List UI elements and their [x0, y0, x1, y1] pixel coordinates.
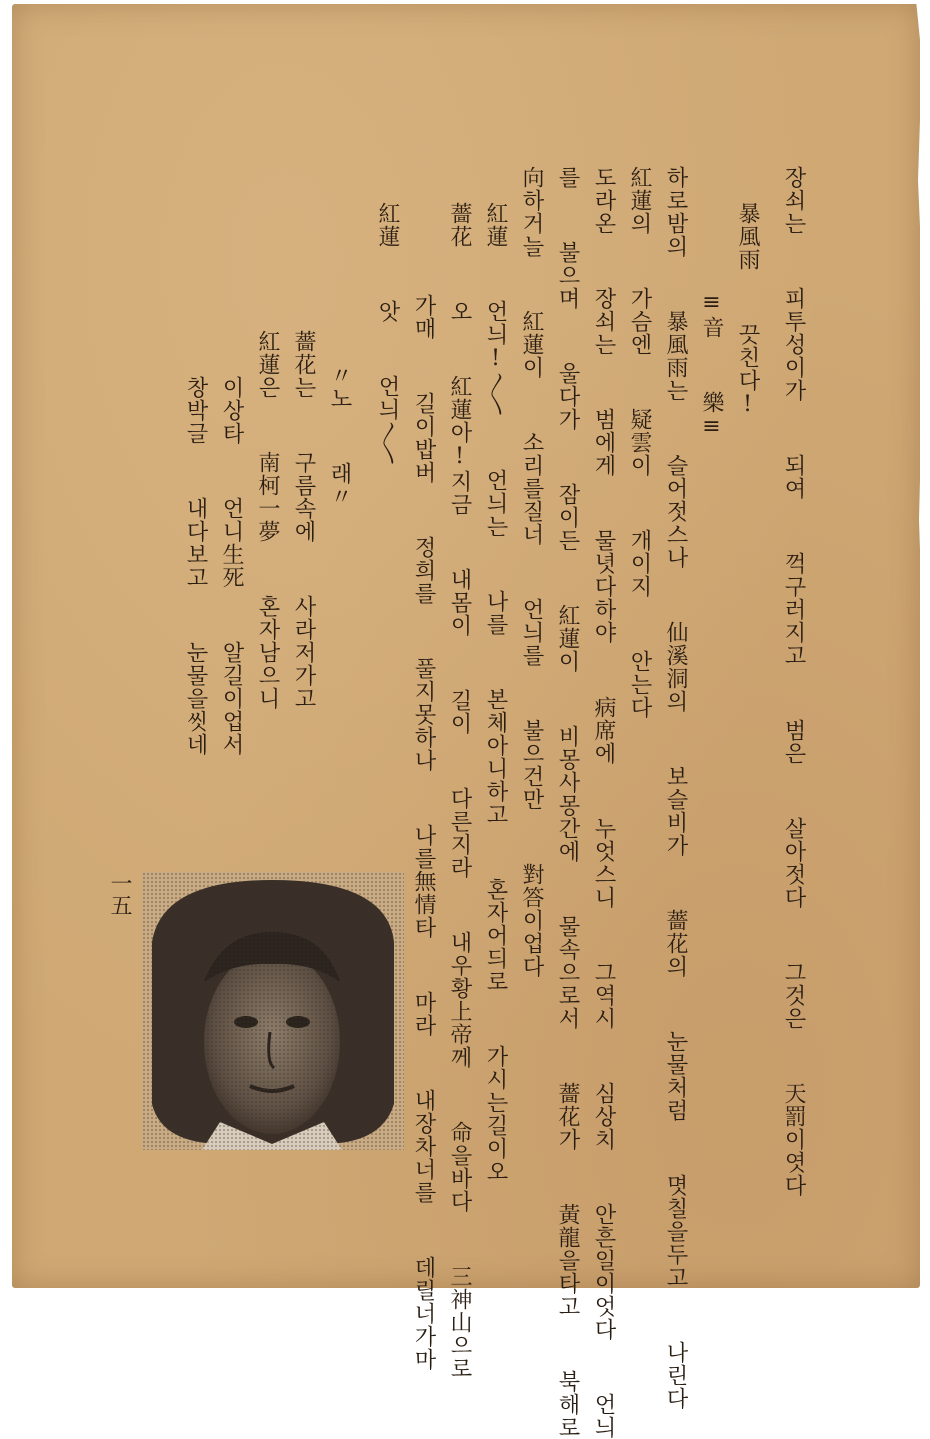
text-column-4: 하로밤의 暴風雨는 슬어젓스나 仙溪洞의 보슬비가 薔花의 눈물처럼 몃칠을두고 나린다 [663, 166, 688, 1410]
song-line-4: 창박글 내다보고 눈물을씻네 [183, 376, 208, 756]
song-line-2: 紅蓮은 南柯一夢 혼자남으니 [255, 330, 280, 710]
dialogue-hongryeon-1: 紅蓮 언늬!〱 언늬는 나를 본체아니하고 혼자어듸로 가시는길이오 [483, 202, 508, 1183]
dialogue-janghwa-2: 가매 길이밥버 정희를 풀지못하나 나를無情타 마라 내장차너를 데릴너가마 [411, 294, 436, 1371]
page-number: 一五 [107, 872, 132, 916]
text-column-1: 장쇠는 피투성이가 되여 꺽구러지고 범은 살아젓다 그것은 天罰이엿다 [781, 166, 806, 1197]
text-column-6: 도라온 장쇠는 범에게 물녓다하야 病席에 누엇스니 그역시 심상치 안흔일이엇다 언늬 [591, 166, 616, 1439]
text-column-5: 紅蓮의 가슴엔 疑雲이 개이지 안는다 [627, 166, 652, 719]
portrait-image [142, 872, 404, 1150]
dialogue-janghwa-1: 薔花 오 紅蓮아!지금 내몸이 길이 다른지라 내우황上帝께 命을바다 三神山으로 [447, 202, 472, 1380]
song-line-3: 이상타 언니生死 알길이업서 [219, 376, 244, 756]
song-heading: 〃노 래〃 [327, 364, 352, 508]
paper-page [12, 4, 920, 1439]
dialogue-hongryeon-2: 紅蓮 앗 언늬〱 [375, 202, 400, 466]
text-column-8: 向하거늘 紅蓮이 소리를질너 언늬를 불으건만 對答이업다 [519, 166, 544, 978]
stage-direction-music: ≡音 樂≡ [699, 290, 724, 440]
song-line-1: 薔花는 구름속에 사라저가고 [291, 330, 316, 710]
text-column-2: 暴風雨 끗친다! [735, 202, 760, 418]
text-column-7: 를 불으며 울다가 잠이든 紅蓮이 비몽사몽간에 물속으로서 薔花가 黃龍을타고 북해로 [555, 166, 580, 1439]
portrait-photo [142, 872, 404, 1150]
torn-edge [916, 0, 930, 1293]
